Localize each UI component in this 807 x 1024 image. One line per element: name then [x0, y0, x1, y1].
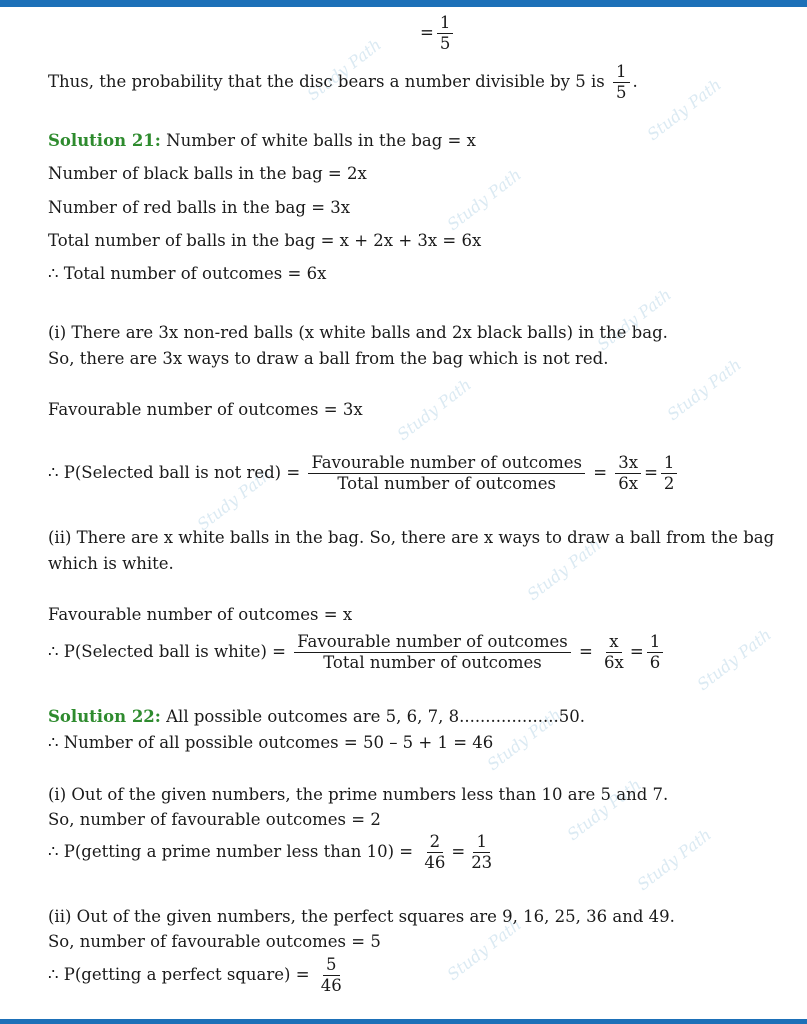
text-line: Number of black balls in the bag = 2x: [48, 164, 367, 183]
probability-equation: ∴ P(Selected ball is not red) = $\frac{\text{Favourable number of outcomes}}{\text{Total number of outcomes}}$ = $\frac{3x}{6x}$ = $\frac{1}{2}$: [48, 454, 680, 493]
watermark: Study Path: [563, 774, 645, 845]
text-line: which is white.: [48, 554, 174, 573]
fraction: $\frac{1}{5}$: [613, 63, 630, 102]
solution-22-label: Solution 22:: [48, 707, 161, 726]
solution-21-intro: Solution 21: Number of white balls in the bag = x: [48, 131, 476, 150]
text-line: Favourable number of outcomes = 3x: [48, 400, 363, 419]
watermark: Study Path: [663, 354, 745, 425]
text-line: (i) There are 3x non-red balls (x white balls and 2x black balls) in the bag.: [48, 323, 668, 342]
solution-21-label: Solution 21:: [48, 131, 161, 150]
text-line: Total number of balls in the bag = x + 2x + 3x = 6x: [48, 231, 482, 250]
fraction: $\frac{x}{6x}$: [604, 632, 624, 672]
probability-equation: ∴ P(getting a prime number less than 10) = $\frac{2}{46}$ = $\frac{1}{23}$: [48, 833, 498, 872]
fraction: $\frac{\text{Favourable number of outcomes}}{\text{Total number of outcomes}}$: [294, 633, 571, 672]
fraction: $\frac{5}{46}$: [320, 955, 342, 995]
watermark: Study Path: [193, 464, 275, 535]
watermark: Study Path: [303, 34, 385, 105]
fraction: $\frac{3x}{6x}$: [615, 454, 641, 493]
probability-equation: ∴ P(getting a perfect square) = $\frac{5}{46}$: [48, 956, 348, 995]
watermark: Study Path: [443, 914, 525, 985]
watermark: Study Path: [593, 284, 675, 355]
text-line: (ii) There are x white balls in the bag. So, there are x ways to draw a ball from the bag: [48, 528, 775, 547]
watermark: Study Path: [393, 374, 475, 445]
text-line: So, number of favourable outcomes = 5: [48, 932, 381, 951]
equation-result: = $\frac{1}{5}$: [420, 14, 456, 53]
fraction: $\frac{1}{23}$: [471, 832, 493, 872]
text-line: (ii) Out of the given numbers, the perfect squares are 9, 16, 25, 36 and 49.: [48, 907, 675, 926]
header-bar: [0, 0, 807, 7]
watermark: Study Path: [693, 624, 775, 695]
text-line: So, number of favourable outcomes = 2: [48, 810, 381, 829]
fraction: $\frac{2}{46}$: [424, 832, 446, 872]
fraction: $\frac{\text{Favourable number of outcomes}}{\text{Total number of outcomes}}$: [308, 454, 585, 493]
fraction: $\frac{1}{6}$: [647, 633, 664, 672]
solution-22-intro: Solution 22: All possible outcomes are 5, 6, 7, 8...................50.: [48, 707, 585, 726]
watermark: Study Path: [443, 164, 525, 235]
footer-bar: [0, 1019, 807, 1024]
probability-equation: ∴ P(Selected ball is white) = $\frac{\text{Favourable number of outcomes}}{\text{Total number of outcomes}}$ = $\frac{x}{6x}$ = $\frac{1}{6}$: [48, 633, 666, 672]
text-line: ∴ Total number of outcomes = 6x: [48, 264, 327, 283]
fraction: $\frac{1}{5}$: [437, 14, 454, 53]
watermark: Study Path: [483, 704, 565, 775]
text-line: So, there are 3x ways to draw a ball from the bag which is not red.: [48, 349, 609, 368]
text-line: ∴ Number of all possible outcomes = 50 – 5 + 1 = 46: [48, 733, 494, 752]
watermark: Study Path: [523, 534, 605, 605]
text-line: (i) Out of the given numbers, the prime numbers less than 10 are 5 and 7.: [48, 785, 669, 804]
watermark: Study Path: [633, 824, 715, 895]
text-line: Number of red balls in the bag = 3x: [48, 198, 351, 217]
fraction: $\frac{1}{2}$: [661, 454, 678, 493]
text-line: Favourable number of outcomes = x: [48, 605, 353, 624]
watermark: Study Path: [643, 74, 725, 145]
conclusion-line: Thus, the probability that the disc bears a number divisible by 5 is $\frac{1}{5}$ .: [48, 62, 638, 102]
